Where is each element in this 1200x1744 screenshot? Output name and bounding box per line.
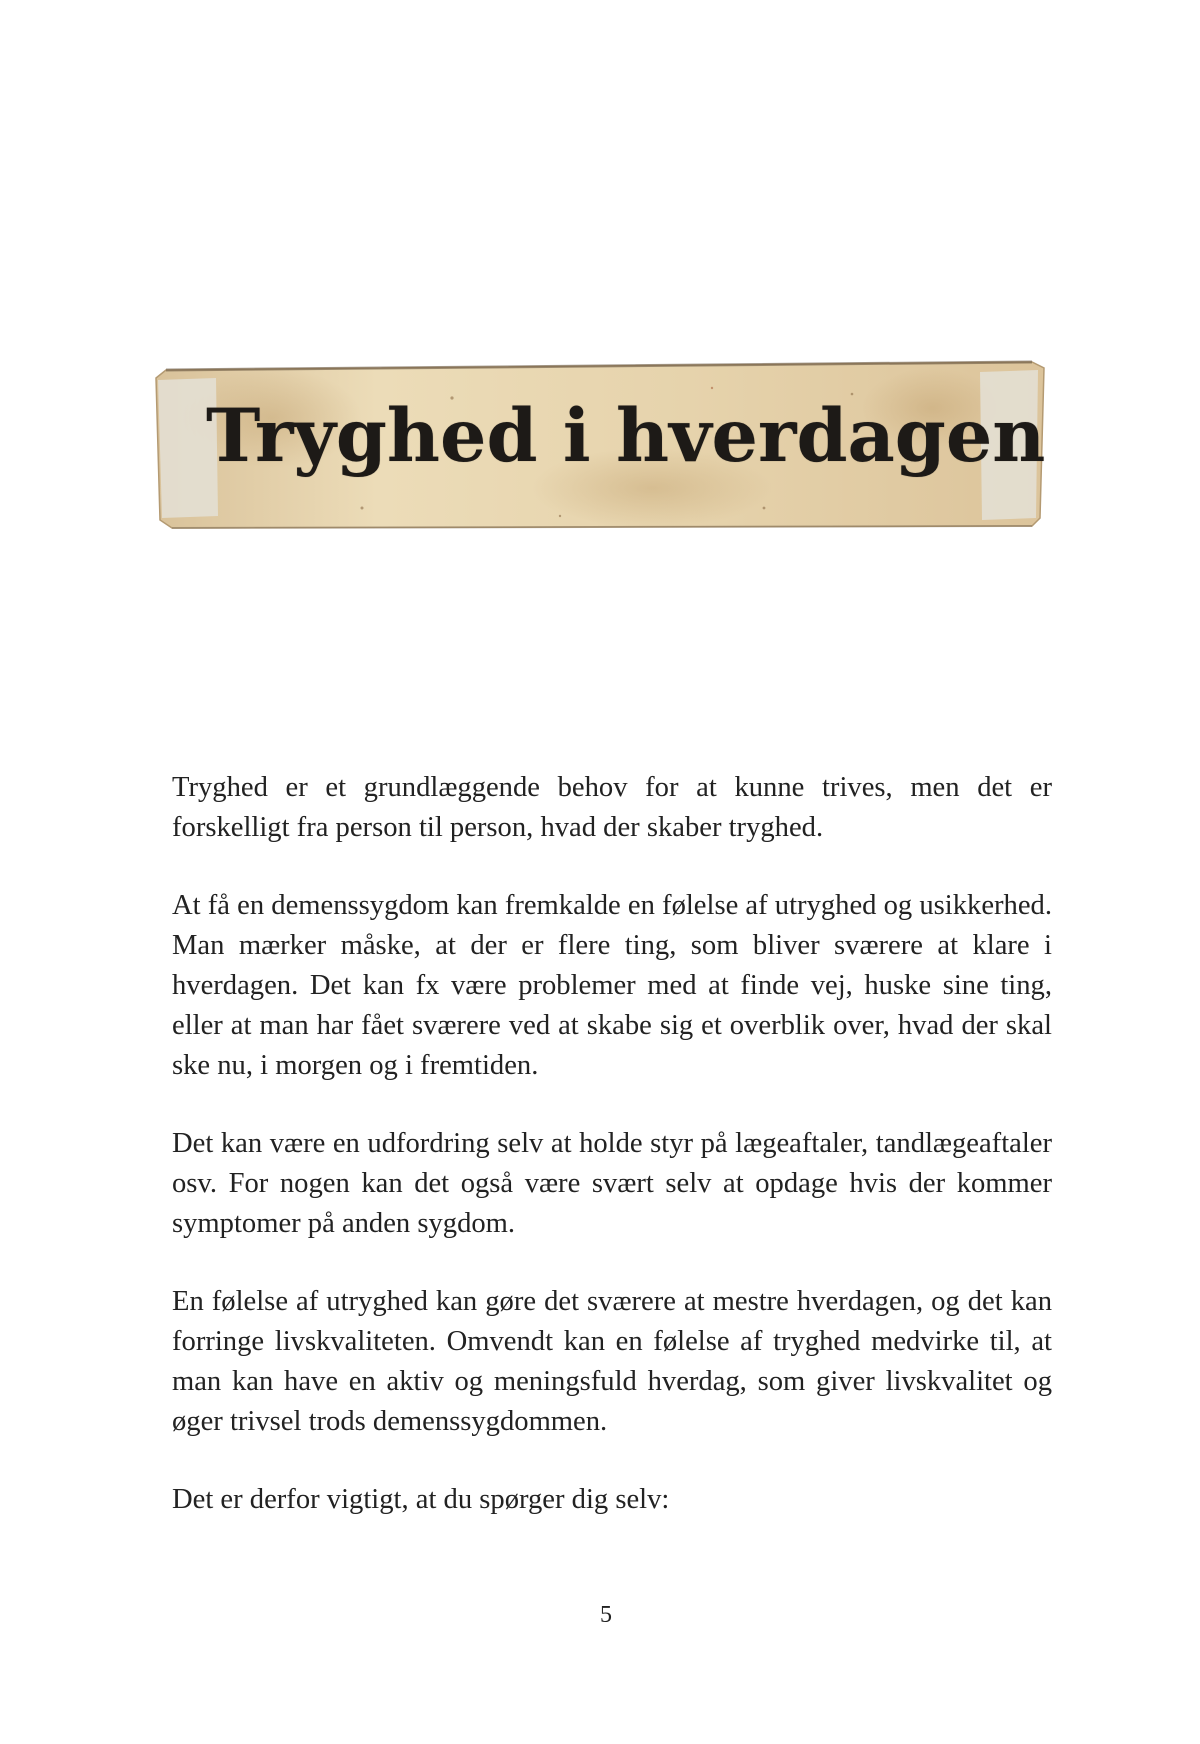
title-banner <box>152 358 1048 532</box>
paragraph-4: En følelse af utryghed kan gøre det sværere at mestre hverdagen, og det kan forringe livskvaliteten. Omvendt kan en følelse af tryghed medvirke til, at man kan have en aktiv og meningsfuld hverdag, som giver livskvalitet og øger trivsel trods demenssygdommen. <box>172 1286 1052 1437</box>
page-number: 5 <box>600 1602 612 1628</box>
paragraph-3: Det kan være en udfordring selv at holde styr på lægeaftaler, tandlægeaftaler osv. For nogen kan det også være svært selv at opdage hvis der kommer symptomer på anden sygdom. <box>172 1128 1052 1239</box>
paragraph-2: At få en demenssygdom kan fremkalde en følelse af utryghed og usikkerhed. Man mærker måske, at der er flere ting, som bliver sværere at klare i hverdagen. Det kan fx være problemer med at finde vej, huske sine ting, eller at man har fået sværere ved at skabe sig et overblik over, hvad der skal ske nu, i morgen og i fremtiden. <box>172 890 1052 1081</box>
body-text <box>172 768 1052 1558</box>
page-title: Tryghed i hverdagen <box>206 393 1046 479</box>
paragraph-5: Det er derfor vigtigt, at du spørger dig selv: <box>172 1484 670 1515</box>
paragraph-1: Tryghed er et grundlæggende behov for at kunne trives, men det er forskelligt fra person til person, hvad der skaber tryghed. <box>172 772 1052 843</box>
